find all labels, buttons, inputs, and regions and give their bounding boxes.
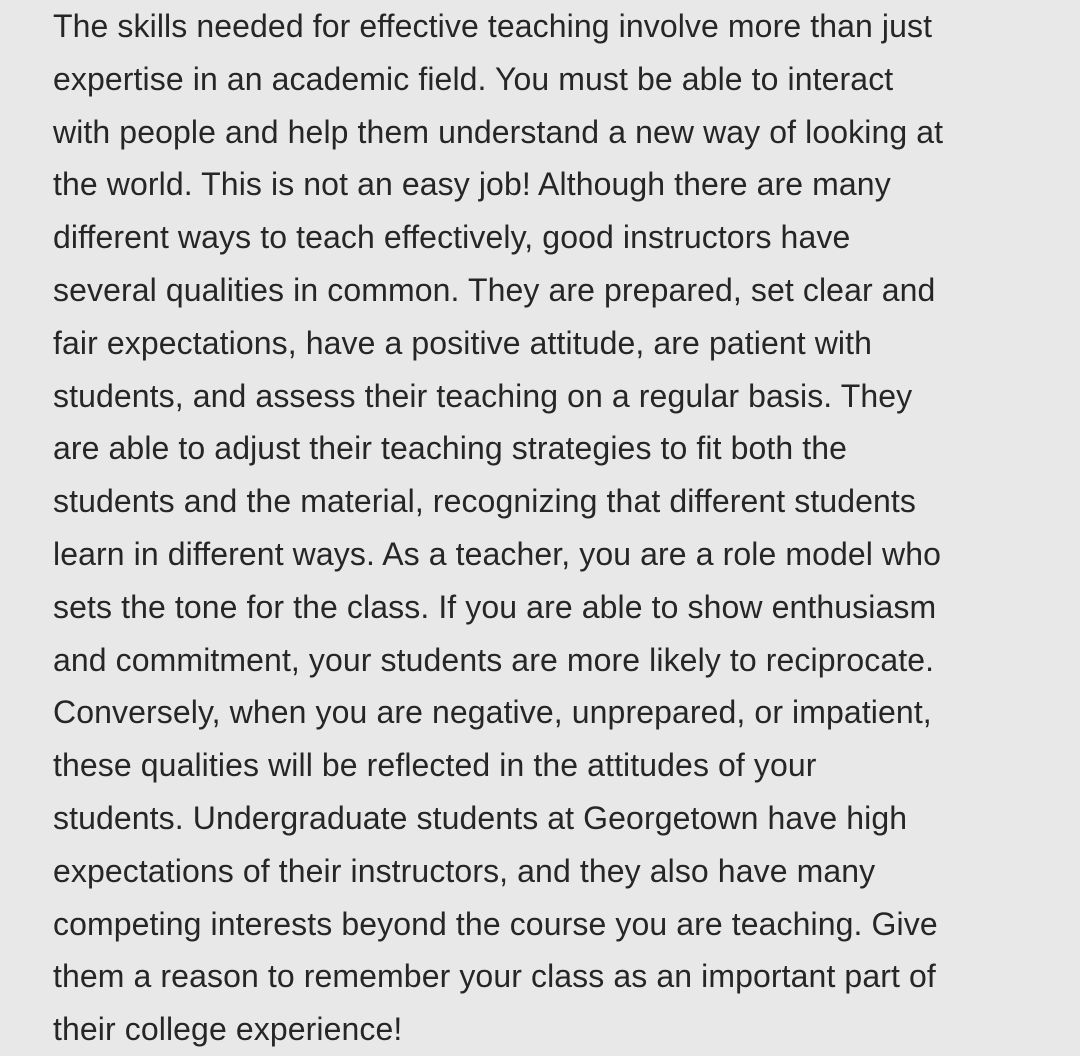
text-line: these qualities will be reflected in the attitudes of your bbox=[53, 747, 817, 784]
text-line: are able to adjust their teaching strategies to fit both the bbox=[53, 430, 848, 467]
text-line: expectations of their instructors, and they also have many bbox=[53, 852, 876, 889]
text-line: sets the tone for the class. If you are able to show enthusiasm bbox=[53, 588, 937, 625]
text-line: several qualities in common. They are prepared, set clear and bbox=[53, 271, 936, 308]
text-line: students. Undergraduate students at Georgetown have high bbox=[53, 799, 908, 836]
text-line: students and the material, recognizing that different students bbox=[53, 483, 917, 520]
text-line: students, and assess their teaching on a regular basis. They bbox=[53, 377, 913, 414]
text-line: and commitment, your students are more likely to reciprocate. bbox=[53, 641, 935, 678]
text-line: them a reason to remember your class as an important part of bbox=[53, 958, 936, 995]
text-line: Conversely, when you are negative, unprepared, or impatient, bbox=[53, 694, 932, 731]
text-line: the world. This is not an easy job! Although there are many bbox=[53, 166, 891, 203]
text-line: with people and help them understand a new way of looking at bbox=[53, 113, 944, 150]
text-line: different ways to teach effectively, good instructors have bbox=[53, 219, 851, 256]
text-line: expertise in an academic field. You must be able to interact bbox=[53, 60, 894, 97]
article-paragraph bbox=[53, 0, 1080, 1056]
text-line: The skills needed for effective teaching involve more than just bbox=[53, 8, 933, 44]
text-line: fair expectations, have a positive attitude, are patient with bbox=[53, 324, 873, 361]
text-line: learn in different ways. As a teacher, you are a role model who bbox=[53, 535, 941, 572]
text-line: their college experience! bbox=[53, 1011, 403, 1048]
text-line: competing interests beyond the course you are teaching. Give bbox=[53, 905, 938, 942]
